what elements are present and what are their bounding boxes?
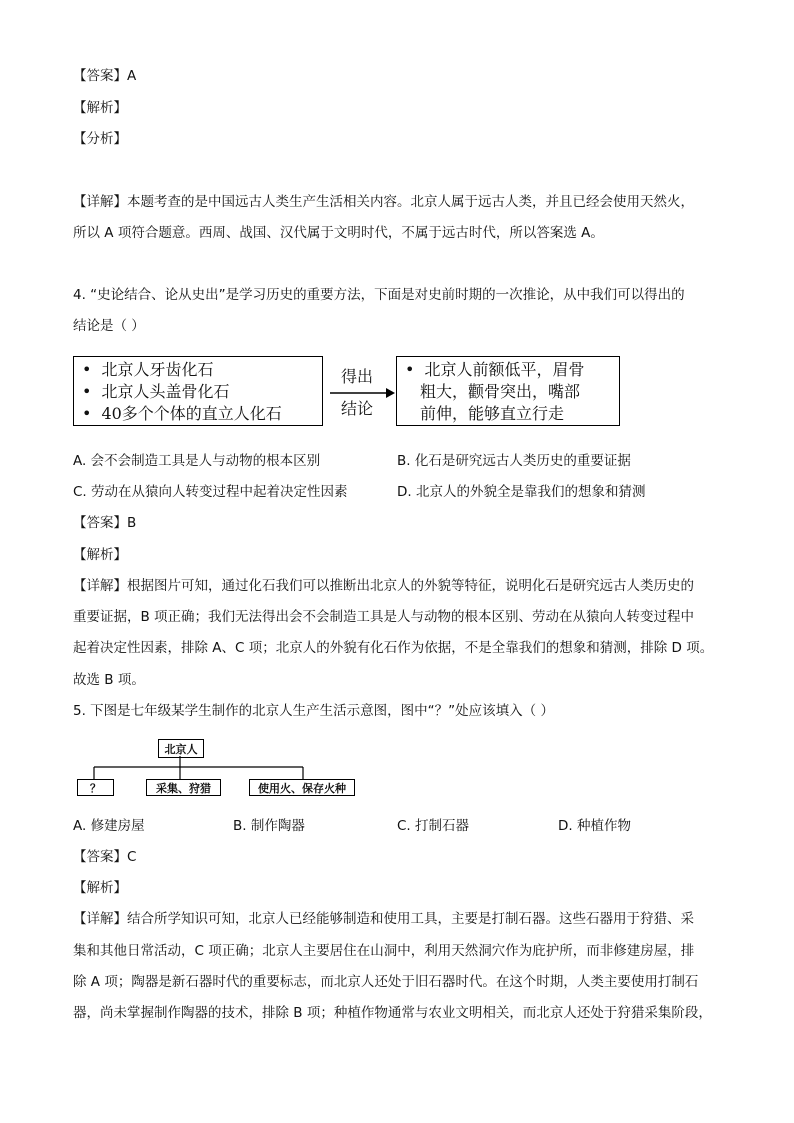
- q3-analysis-heading: 【解析】: [73, 100, 127, 116]
- q5-analysis-heading: 【解析】: [73, 880, 127, 896]
- conclusion-line: 前伸，能够直立行走: [420, 404, 565, 423]
- q4-detail-line: 重要证据，B 项正确；我们无法得出会不会制造工具是人与动物的根本区别、劳动在从猿向人转变过程中: [73, 609, 695, 625]
- q4-detail-line: 故选 B 项。: [73, 672, 145, 688]
- q4-stem: 4. “史论结合、论从史出”是学习历史的重要方法，下面是对史前时期的一次推论，从中我们可以得出的: [73, 287, 685, 303]
- arrow-label-top: 得出: [341, 367, 374, 386]
- tree-child-using-fire: 使用火、保存火种: [249, 779, 355, 796]
- q5-option-d: D. 种植作物: [558, 818, 631, 834]
- q3-fenxi-heading: 【分析】: [73, 131, 127, 147]
- q5-option-b: B. 制作陶器: [233, 818, 305, 834]
- q4-option-c: C. 劳动在从猿向人转变过程中起着决定性因素: [73, 484, 348, 500]
- q5-detail-line: 器，尚未掌握制作陶器的技术，排除 B 项；种植作物通常与农业文明相关，而北京人还处于狩猎采集阶段，: [73, 1005, 712, 1021]
- q4-analysis-heading: 【解析】: [73, 547, 127, 563]
- q4-option-a: A. 会不会制造工具是人与动物的根本区别: [73, 453, 321, 469]
- tree-child-unknown: ？: [77, 779, 114, 796]
- q3-detail-line: 所以 A 项符合题意。西周、战国、汉代属于文明时代，不属于远古时代，所以答案选 A。: [73, 225, 604, 241]
- q3-answer: 【答案】A: [73, 68, 137, 84]
- conclusion-line: • 北京人前额低平，眉骨: [405, 360, 585, 379]
- q4-detail-line: 起着决定性因素，排除 A、C 项；北京人的外貌有化石作为依据，不是全靠我们的想象和猜测，排除 D 项。: [73, 640, 714, 656]
- tree-connectors: [70, 755, 370, 780]
- q5-stem: 5. 下图是七年级某学生制作的北京人生产生活示意图，图中“？”处应该填入（ ）: [73, 703, 554, 719]
- evidence-item: • 北京人头盖骨化石: [82, 382, 230, 401]
- tree-root-box: 北京人: [158, 739, 204, 758]
- q5-detail-line: 集和其他日常活动，C 项正确；北京人主要居住在山洞中，利用天然洞穴作为庇护所，而非修建房屋，排: [73, 943, 695, 959]
- q4-option-b: B. 化石是研究远古人类历史的重要证据: [397, 453, 631, 469]
- evidence-item: • 40多个个体的直立人化石: [82, 404, 282, 423]
- q5-option-a: A. 修建房屋: [73, 818, 145, 834]
- q3-detail-line: 【详解】本题考查的是中国远古人类生产生活相关内容。北京人属于远古人类，并且已经会使用天然火，: [73, 194, 694, 210]
- q5-detail-line: 【详解】结合所学知识可知，北京人已经能够制造和使用工具，主要是打制石器。这些石器用于狩猎、采: [73, 911, 694, 927]
- q4-detail-line: 【详解】根据图片可知，通过化石我们可以推断出北京人的外貌等特征，说明化石是研究远古人类历史的: [73, 578, 694, 594]
- conclusion-box: [396, 356, 620, 426]
- q5-option-c: C. 打制石器: [397, 818, 470, 834]
- tree-child-gathering-hunting: 采集、狩猎: [146, 779, 221, 796]
- conclusion-line: 粗大，颧骨突出，嘴部: [420, 382, 581, 401]
- q5-answer: 【答案】C: [73, 849, 137, 865]
- q4-answer: 【答案】B: [73, 515, 137, 531]
- evidence-box: [73, 356, 323, 426]
- q4-stem: 结论是（ ）: [73, 318, 145, 334]
- q4-option-d: D. 北京人的外貌全是靠我们的想象和猜测: [397, 484, 646, 500]
- arrow-label-bottom: 结论: [341, 399, 374, 418]
- evidence-item: • 北京人牙齿化石: [82, 360, 214, 379]
- q5-detail-line: 除 A 项；陶器是新石器时代的重要标志，而北京人还处于旧石器时代。在这个时期，人类主要使用打制石: [73, 974, 699, 990]
